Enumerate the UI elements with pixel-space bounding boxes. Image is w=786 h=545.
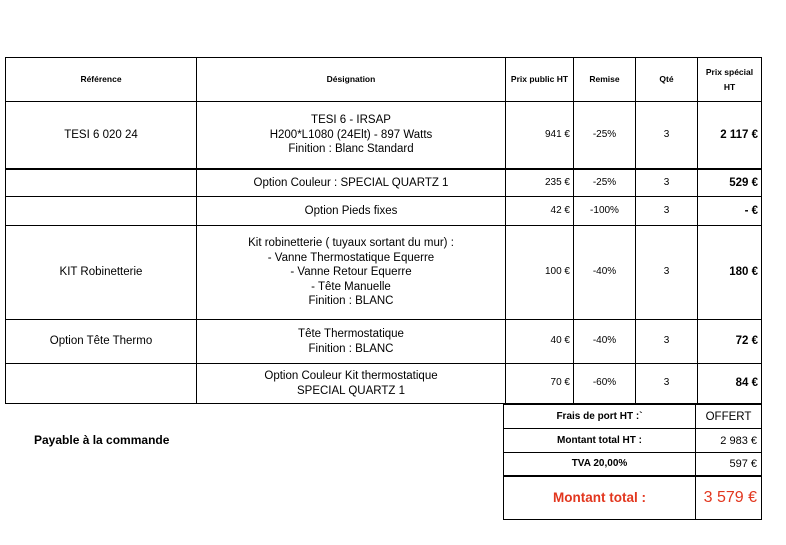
designation-cell xyxy=(197,320,506,364)
designation-line: TESI 6 - IRSAP xyxy=(311,114,391,126)
table-row xyxy=(6,197,762,226)
prix-special-cell: 529 € xyxy=(698,169,762,197)
shipping-row xyxy=(504,405,762,429)
table-row xyxy=(6,226,762,320)
designation-line: Option Couleur Kit thermostatique xyxy=(264,370,438,382)
qte-cell: 3 xyxy=(636,364,698,404)
designation-line: Kit robinetterie ( tuyaux sortant du mur) : xyxy=(248,237,454,250)
reference-cell: TESI 6 020 24 xyxy=(6,102,197,169)
designation-cell xyxy=(197,169,506,197)
header-prix-special: Prix spécial HT xyxy=(698,58,762,102)
designation-cell xyxy=(197,226,506,320)
prix-special-cell: - € xyxy=(698,197,762,226)
header-qte: Qté xyxy=(636,58,698,102)
designation-cell xyxy=(197,102,506,169)
header-reference: Référence xyxy=(6,58,197,102)
designation-line: Option Couleur : SPECIAL QUARTZ 1 xyxy=(253,176,449,189)
table-row xyxy=(6,102,762,169)
remise-cell: -25% xyxy=(574,169,636,197)
remise-cell: -40% xyxy=(574,320,636,364)
prix-public-cell: 941 € xyxy=(506,102,574,169)
prix-public-cell: 70 € xyxy=(506,364,574,404)
shipping-label: Frais de port HT :` xyxy=(504,405,696,429)
designation-line: Finition : BLANC xyxy=(308,295,394,308)
prix-special-cell: 2 117 € xyxy=(698,102,762,169)
designation-line: Finition : Blanc Standard xyxy=(288,143,414,155)
total-ht-value: 2 983 € xyxy=(696,429,762,453)
qte-cell: 3 xyxy=(636,102,698,169)
total-ht-row xyxy=(504,429,762,453)
tva-label: TVA 20,00% xyxy=(504,453,696,476)
reference-cell xyxy=(6,197,197,226)
designation-line: Finition : BLANC xyxy=(308,342,394,355)
tva-value: 597 € xyxy=(696,453,762,476)
reference-cell xyxy=(6,364,197,404)
remise-cell: -100% xyxy=(574,197,636,226)
grand-total-label: Montant total : xyxy=(504,476,696,520)
tva-row xyxy=(504,453,762,476)
prix-public-cell: 100 € xyxy=(506,226,574,320)
designation-cell xyxy=(197,364,506,404)
table-row xyxy=(6,364,762,404)
designation-line: SPECIAL QUARTZ 1 xyxy=(296,384,405,397)
reference-cell xyxy=(6,169,197,197)
shipping-value: OFFERT xyxy=(696,405,762,429)
designation-cell xyxy=(197,197,506,226)
qte-cell: 3 xyxy=(636,226,698,320)
remise-cell: -25% xyxy=(574,102,636,169)
prix-public-cell: 42 € xyxy=(506,197,574,226)
designation-line: - Tête Manuelle xyxy=(311,280,391,293)
quote-table xyxy=(5,57,762,404)
table-row xyxy=(6,320,762,364)
header-prix-public: Prix public HT xyxy=(506,58,574,102)
reference-cell: Option Tête Thermo xyxy=(6,320,197,364)
grand-total-row xyxy=(504,476,762,520)
remise-cell: -40% xyxy=(574,226,636,320)
prix-special-cell: 72 € xyxy=(698,320,762,364)
remise-cell: -60% xyxy=(574,364,636,404)
qte-cell: 3 xyxy=(636,320,698,364)
qte-cell: 3 xyxy=(636,197,698,226)
designation-line: - Vanne Retour Equerre xyxy=(290,266,412,279)
header-remise: Remise xyxy=(574,58,636,102)
total-ht-label: Montant total HT : xyxy=(504,429,696,453)
table-row xyxy=(6,169,762,197)
header-designation: Désignation xyxy=(197,58,506,102)
qte-cell: 3 xyxy=(636,169,698,197)
prix-special-cell: 84 € xyxy=(698,364,762,404)
payment-terms: Payable à la commande xyxy=(34,433,170,447)
prix-public-cell: 235 € xyxy=(506,169,574,197)
prix-public-cell: 40 € xyxy=(506,320,574,364)
prix-special-cell: 180 € xyxy=(698,226,762,320)
header-row xyxy=(6,58,762,102)
designation-line: - Vanne Thermostatique Equerre xyxy=(267,251,435,264)
designation-line: H200*L1080 (24Elt) - 897 Watts xyxy=(269,128,433,141)
designation-line: Tête Thermostatique xyxy=(298,328,404,340)
reference-cell: KIT Robinetterie xyxy=(6,226,197,320)
designation-line: Option Pieds fixes xyxy=(304,204,398,217)
grand-total-value: 3 579 € xyxy=(696,476,762,520)
totals-table xyxy=(503,404,762,520)
